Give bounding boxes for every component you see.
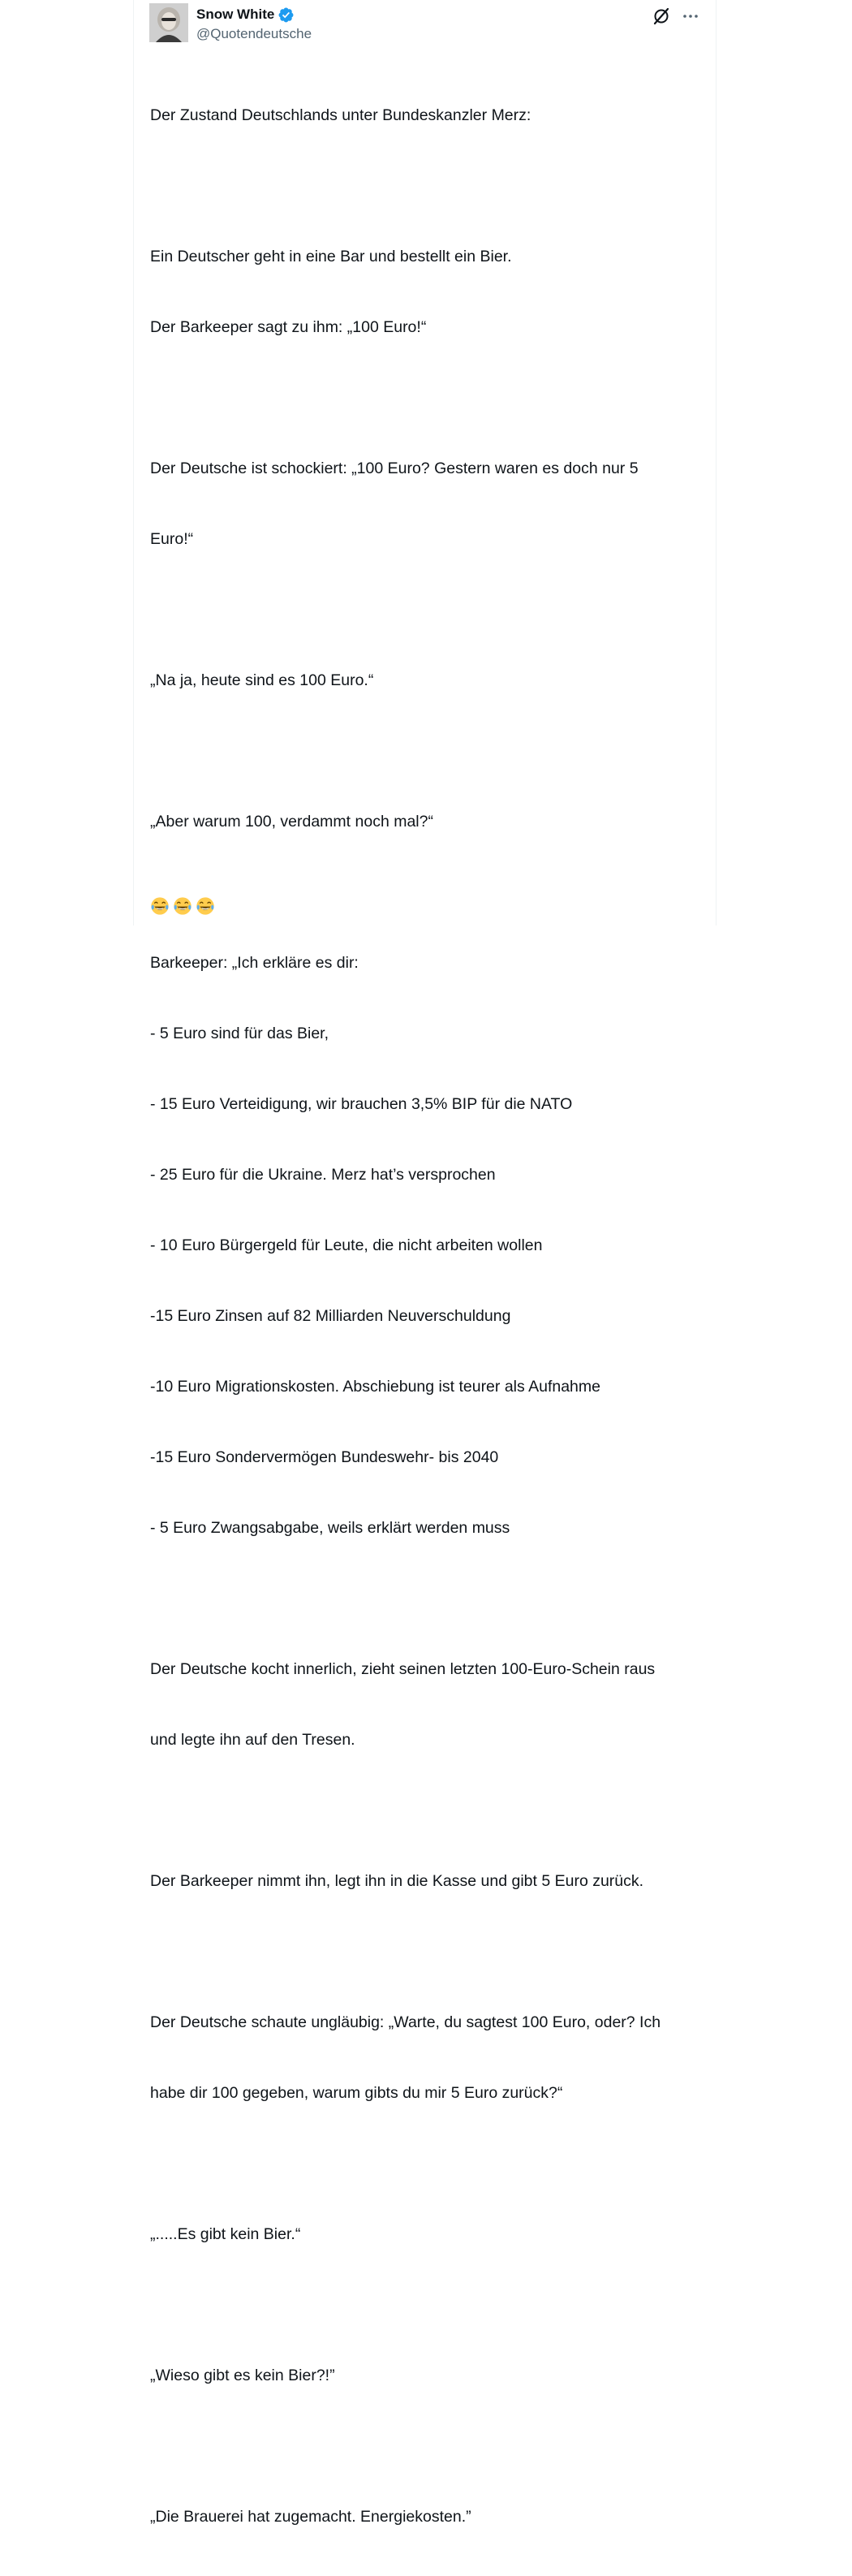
tweet-line: -15 Euro Zinsen auf 82 Milliarden Neuverschuldung [150,1307,511,1325]
tweet-line: „Aber warum 100, verdammt noch mal?“ [150,813,433,831]
tweet-line [150,598,702,622]
laughing-tears-emoji [150,896,170,916]
tweet-line: -10 Euro Migrationskosten. Abschiebung ist teurer als Aufnahme [150,1378,600,1396]
tweet-line [150,881,702,904]
tweet-line [150,386,702,410]
laughing-tears-emoji [173,896,192,916]
tweet-line [150,740,702,763]
tweet-line: Der Deutsche kocht innerlich, zieht seinen letzten 100-Euro-Schein raus [150,1660,656,1678]
tweet-line: - 15 Euro Verteidigung, wir brauchen 3,5% BIP für die NATO [150,1095,573,1113]
author-handle[interactable]: @Quotendeutsche [196,26,312,41]
tweet-line [150,2435,702,2458]
tweet-line: und legte ihn auf den Tresen. [150,1731,355,1749]
tweet-line: „Wieso gibt es kein Bier?!” [150,2367,335,2384]
author-block [196,6,312,42]
tweet-line: -15 Euro Sondervermögen Bundeswehr- bis 2040 [150,1448,499,1466]
tweet-line: Euro!“ [150,530,194,548]
tweet-line: Der Deutsche schaute ungläubig: „Warte, du sagtest 100 Euro, oder? Ich [150,2013,661,2031]
tweet-line: - 25 Euro für die Ukraine. Merz hat’s versprochen [150,1166,496,1184]
tweet-card[interactable] [133,0,716,2526]
tweet-text [150,57,702,2576]
tweet-line: - 5 Euro Zwangsabgabe, weils erklärt werden muss [150,1519,510,1537]
tweet-line: „.....Es gibt kein Bier.“ [150,2225,301,2243]
laughing-tears-emoji [196,896,215,916]
verified-badge-icon[interactable] [278,6,295,24]
tweet-line: Barkeeper: „Ich erkläre es dir: [150,954,359,972]
tweet-line: Ein Deutscher geht in eine Bar und bestellt ein Bier. [150,248,512,265]
tweet-line: Der Deutsche ist schockiert: „100 Euro? Gestern waren es doch nur 5 [150,460,639,477]
tweet-line: Der Barkeeper nimmt ihn, legt ihn in die Kasse und gibt 5 Euro zurück. [150,1872,644,1890]
tweet-line: „Na ja, heute sind es 100 Euro.“ [150,671,374,689]
grok-icon[interactable] [652,6,671,26]
more-options-icon[interactable] [681,6,700,26]
emoji-row [150,896,218,916]
tweet-line [150,175,702,198]
tweet-line [150,1799,702,1823]
display-name[interactable]: Snow White [196,6,275,22]
tweet-line: Der Zustand Deutschlands unter Bundeskanzler Merz: [150,106,531,124]
name-row [196,6,312,24]
avatar[interactable] [149,3,188,42]
tweet-line [150,1940,702,1964]
tweet-line: habe dir 100 gegeben, warum gibts du mir 5 Euro zurück?“ [150,2084,563,2102]
tweet-line: - 5 Euro sind für das Bier, [150,1025,329,1042]
tweet-line [150,2293,702,2317]
avatar-image [149,3,188,42]
tweet-line [150,1587,702,1611]
tweet-line: „Die Brauerei hat zugemacht. Energiekosten.” [150,2508,471,2526]
tweet-line: Der Barkeeper sagt zu ihm: „100 Euro!“ [150,318,427,336]
tweet-header [149,3,700,45]
header-actions [652,6,700,26]
tweet-line: - 10 Euro Bürgergeld für Leute, die nicht arbeiten wollen [150,1236,543,1254]
tweet-line [150,2152,702,2176]
